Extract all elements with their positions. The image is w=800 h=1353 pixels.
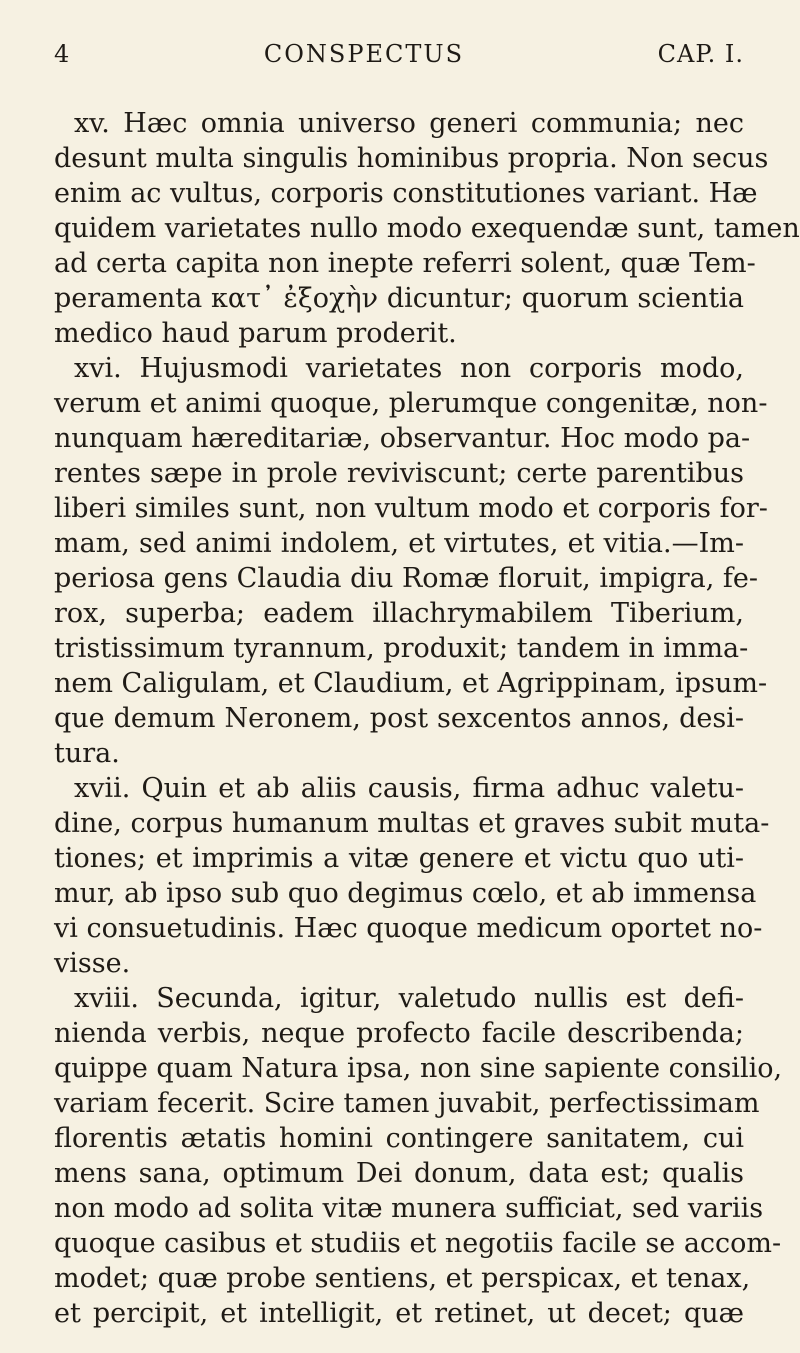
chapter-label: CAP. I. (657, 40, 744, 68)
text-line: peramenta κατ᾽ ἐξοχὴν dicuntur; quorum scientia (54, 283, 744, 314)
text-line: xvii. Quin et ab aliis causis, firma adhuc valetu- (74, 773, 744, 804)
text-line: tiones; et imprimis a vitæ genere et victu quo uti- (54, 843, 744, 874)
text-line: rentes sæpe in prole reviviscunt; certe parentibus (54, 458, 744, 489)
text-line: enim ac vultus, corporis constitutiones variant. Hæ (54, 178, 758, 209)
text-line: tura. (54, 738, 120, 769)
text-line: quidem varietates nullo modo exequendæ sunt, tamen (54, 213, 800, 244)
text-line: visse. (54, 948, 131, 979)
text-line: variam fecerit. Scire tamen juvabit, perfectissimam (54, 1088, 760, 1119)
running-title: CONSPECTUS (263, 40, 465, 68)
text-line: liberi similes sunt, non vultum modo et corporis for- (54, 493, 768, 524)
text-line: modet; quæ probe sentiens, et perspicax, et tenax, (54, 1263, 751, 1294)
text-line: que demum Neronem, post sexcentos annos, desi- (54, 703, 744, 734)
text-line: medico haud parum proderit. (54, 318, 457, 349)
running-head (54, 40, 744, 68)
text-line: nunquam hæreditariæ, observantur. Hoc modo pa- (54, 423, 751, 454)
text-line: florentis ætatis homini contingere sanitatem, cui (54, 1123, 744, 1154)
text-line: mam, sed animi indolem, et virtutes, et vitia.—Im- (54, 528, 744, 559)
text-line: et percipit, et intelligit, et retinet, ut decet; quæ (54, 1298, 744, 1329)
text-line: verum et animi quoque, plerumque congenitæ, non- (54, 388, 768, 419)
text-line: dine, corpus humanum multas et graves subit muta- (54, 808, 770, 839)
text-line: vi consuetudinis. Hæc quoque medicum oportet no- (54, 913, 763, 944)
text-line: periosa gens Claudia diu Romæ floruit, impigra, fe- (54, 563, 759, 594)
book-page (54, 40, 800, 1331)
text-line: xvi. Hujusmodi varietates non corporis modo, (74, 353, 744, 384)
text-line: xviii. Secunda, igitur, valetudo nullis est defi- (74, 983, 744, 1014)
page-number: 4 (54, 40, 71, 68)
text-line: non modo ad solita vitæ munera sufficiat, sed variis (54, 1193, 764, 1224)
body-text (54, 106, 800, 1331)
text-line: mens sana, optimum Dei donum, data est; qualis (54, 1158, 744, 1189)
text-line: mur, ab ipso sub quo degimus cœlo, et ab immensa (54, 878, 757, 909)
text-line: nem Caligulam, et Claudium, et Agrippinam, ipsum- (54, 668, 768, 699)
text-line: quoque casibus et studiis et negotiis facile se accom- (54, 1228, 782, 1259)
text-line: ad certa capita non inepte referri solent, quæ Tem- (54, 248, 756, 279)
text-line: nienda verbis, neque profecto facile describenda; (54, 1018, 744, 1049)
text-line: tristissimum tyrannum, produxit; tandem in imma- (54, 633, 749, 664)
text-line: rox, superba; eadem illachrymabilem Tiberium, (54, 598, 744, 629)
text-line: xv. Hæc omnia universo generi communia; nec (74, 108, 744, 139)
text-line: quippe quam Natura ipsa, non sine sapiente consilio, (54, 1053, 783, 1084)
text-line: desunt multa singulis hominibus propria. Non secus (54, 143, 769, 174)
